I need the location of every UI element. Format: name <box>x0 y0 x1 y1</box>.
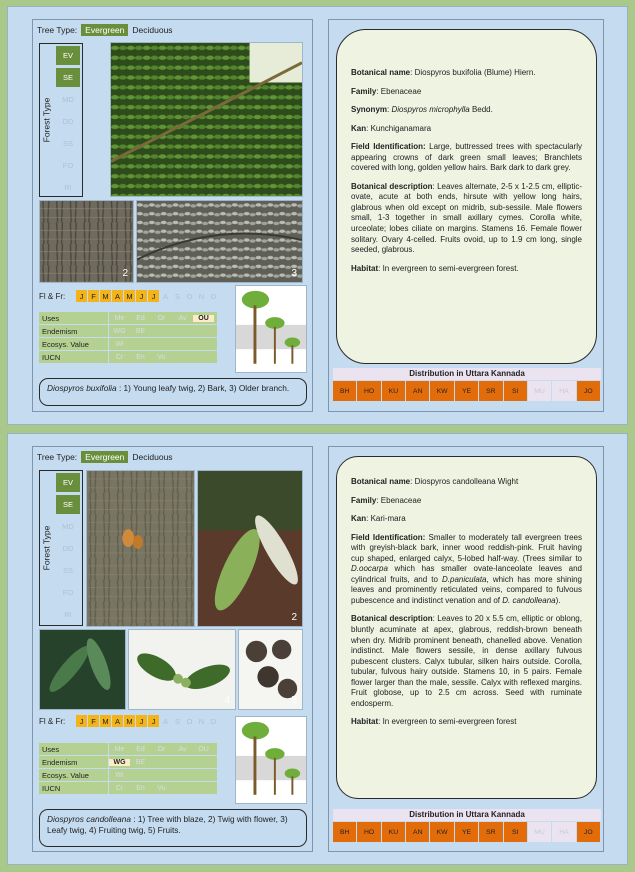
distribution-cell: HA <box>552 822 575 842</box>
description-paragraph <box>351 142 582 174</box>
attribute-value: Me <box>114 745 125 753</box>
attribute-value: Me <box>114 314 125 322</box>
description-run: , which has more shining leaves and prominently reticulated veins, compared to fulvous pubescence and indistinct venation and of <box>351 574 582 605</box>
description-run: : Ebenaceae <box>376 495 422 505</box>
distribution-cell: HO <box>357 381 380 401</box>
attribute-value: Wi <box>115 771 124 779</box>
attribute-key: IUCN <box>39 351 108 363</box>
flfr-label: Fl & Fr: <box>39 716 66 726</box>
distribution-row <box>333 381 601 401</box>
description-run: Smaller to moderately tall evergreen trees with greyish-black bark, inner wood reddish-pink. Fruit having cup shaped, enlarged calyx, 5-lobed half-way. (Trees similar to <box>351 532 582 563</box>
image-number: 5 <box>291 695 297 706</box>
attribute-row <box>39 769 217 781</box>
description-paragraph <box>351 87 582 98</box>
forest-type-cell: RI <box>64 183 72 192</box>
distribution <box>333 809 601 842</box>
distribution-cell: KW <box>430 381 453 401</box>
flfr-label: Fl & Fr: <box>39 291 66 301</box>
month-cell: N <box>198 291 205 301</box>
distribution-cell: KW <box>430 822 453 842</box>
month-cell: D <box>210 291 217 301</box>
attribute-values <box>109 782 217 794</box>
attribute-values <box>109 769 217 781</box>
month-cell: F <box>88 290 99 302</box>
distribution-cell: BH <box>333 381 356 401</box>
description-run: Habitat <box>351 717 379 727</box>
attribute-key: Endemism <box>39 325 108 337</box>
caption-text: : 1) Tree with blaze, 2) Twig with flower, 3) Leafy twig, 4) Fruiting twig, 5) Fruits. <box>47 814 288 836</box>
month-cell: J <box>148 715 159 727</box>
attribute-value: Ed <box>136 745 145 753</box>
left-panel <box>32 446 313 852</box>
species-card-2 <box>7 433 628 865</box>
description-paragraph <box>351 182 582 256</box>
image-number: 2 <box>291 612 297 623</box>
forest-type-cell: MD <box>62 95 74 104</box>
distribution-title: Distribution in Uttara Kannada <box>333 368 601 380</box>
distribution <box>333 368 601 401</box>
description-run: Kan <box>351 123 367 133</box>
month-cell: A <box>162 716 168 726</box>
forest-type-cell: SE <box>56 68 80 87</box>
flowering-fruiting-row <box>39 290 220 302</box>
description-run: Diospyros microphylla <box>391 105 470 115</box>
distribution-cell: YE <box>455 822 478 842</box>
attribute-value: OU <box>198 745 209 753</box>
photo-older-branch <box>136 200 303 283</box>
attribute-values <box>109 351 217 363</box>
description-paragraph <box>351 514 582 525</box>
attribute-value: Av <box>178 314 187 322</box>
description-run: which has smaller ovate-lanceolate leaves and cylindrical fruits, and to <box>351 564 582 584</box>
forest-type-cell: DD <box>62 117 74 126</box>
description-run: : In evergreen to semi-evergreen forest <box>378 717 517 727</box>
description-paragraph <box>351 717 582 728</box>
month-cell: A <box>112 715 123 727</box>
description-run: D.oocarpa <box>351 564 388 574</box>
description-paragraph <box>351 68 582 79</box>
distribution-title: Distribution in Uttara Kannada <box>333 809 601 821</box>
attribute-values <box>109 743 217 755</box>
distribution-cell: BH <box>333 822 356 842</box>
month-cell: M <box>124 290 135 302</box>
attribute-value: En <box>136 784 145 792</box>
attribute-value: OU <box>193 315 214 322</box>
tree-type-label: Tree Type: <box>37 452 78 462</box>
description-run: : Leaves to 20 x 5.5 cm, elliptic or oblong, bluntly acuminate at apex, glabrous, reddish-brown beneath when dry. Midrib prominent beneath, chanelled above. Venation indistinct. Male flowers sessile, in dense axillary fulvous pubescent clusters. Calyx tubular, silken hairs outside. Corolla, tubular, fulvous hairy outside. Stamens 10, in 5 pairs. Female flower larger than the male, sessile. Calyx with reflexed margins. Fruit globose, up to 2.5 cm across. Seed with ruminate endosperm. <box>351 614 582 708</box>
month-cell: A <box>112 290 123 302</box>
description-run: : Ebenaceae <box>376 86 422 96</box>
month-cell: O <box>186 716 193 726</box>
description-run: : Kunchiganamara <box>366 123 432 133</box>
attribute-value: Av <box>178 745 187 753</box>
attribute-value: Or <box>157 745 166 753</box>
description-run: Family <box>351 495 377 505</box>
attribute-value: WG <box>113 327 126 335</box>
month-cell: M <box>100 715 111 727</box>
forest-type-box <box>39 43 83 197</box>
month-cell: J <box>136 290 147 302</box>
attribute-row <box>39 338 217 350</box>
description-run: Habitat <box>351 263 379 273</box>
tree-type-label: Tree Type: <box>37 25 78 35</box>
distribution-cell: JO <box>577 822 600 842</box>
description-run: Botanical description <box>351 614 433 624</box>
description-paragraph <box>351 124 582 135</box>
description-paragraph <box>351 264 582 275</box>
right-panel <box>328 19 604 412</box>
tree-size-icon <box>235 716 307 804</box>
description-paragraph <box>351 105 582 116</box>
photo-caption <box>39 809 307 847</box>
month-cell: J <box>76 715 87 727</box>
description-run: : Diospyros candolleana Wight <box>410 477 519 486</box>
month-cell: O <box>186 291 193 301</box>
description-run: Botanical description <box>351 181 433 191</box>
attribute-value: Vu <box>157 784 166 792</box>
distribution-row <box>333 822 601 842</box>
distribution-cell: JO <box>577 381 600 401</box>
photo-fruits <box>238 629 303 710</box>
distribution-cell: HO <box>357 822 380 842</box>
description-run: Family <box>351 86 377 96</box>
distribution-cell: MU <box>528 822 551 842</box>
attribute-value: WG <box>109 759 130 766</box>
attribute-key: Uses <box>39 312 108 324</box>
distribution-cell: SI <box>504 381 527 401</box>
attribute-value: BE <box>135 327 146 335</box>
attribute-values <box>109 756 217 768</box>
attribute-value: Cr <box>115 353 124 361</box>
forest-type-cell: EV <box>56 473 80 492</box>
distribution-cell: SR <box>479 381 502 401</box>
description-run: : <box>387 105 392 115</box>
months <box>76 715 220 727</box>
month-cell: N <box>198 716 205 726</box>
tree-type-selected: Evergreen <box>81 451 128 463</box>
attribute-value: Cr <box>115 784 124 792</box>
description-run: ). <box>555 595 561 605</box>
month-cell: A <box>162 291 168 301</box>
distribution-cell: AN <box>406 381 429 401</box>
photo-leafy-twig <box>39 629 126 710</box>
forest-type-cell: MD <box>62 522 74 531</box>
description-paragraph <box>351 477 582 488</box>
attribute-key: Uses <box>39 743 108 755</box>
attribute-values <box>109 312 217 324</box>
attribute-value: Vu <box>157 353 166 361</box>
forest-type-label: Forest Type <box>41 97 52 143</box>
forest-type-cell: EV <box>56 46 80 65</box>
month-cell: J <box>136 715 147 727</box>
caption-species: Diospyros candolleana <box>47 814 131 824</box>
description-run: Field Identification: <box>351 532 426 542</box>
forest-type-cell: DD <box>62 544 74 553</box>
month-cell: D <box>210 716 217 726</box>
description-run: Botanical name <box>351 68 411 77</box>
attribute-row <box>39 312 217 324</box>
forest-type-cell: FO <box>62 588 74 597</box>
attribute-value: Wi <box>115 340 124 348</box>
description-run: D.paniculata <box>442 574 487 584</box>
description-run: : Diospyros buxifolia (Blume) Hiern. <box>410 68 536 77</box>
tree-type-other: Deciduous <box>132 25 173 35</box>
forest-type-cell: SE <box>56 495 80 514</box>
species-card-1 <box>7 6 628 425</box>
month-cell: S <box>174 716 180 726</box>
attribute-value: En <box>136 353 145 361</box>
distribution-cell: SI <box>504 822 527 842</box>
month-cell: F <box>88 715 99 727</box>
attribute-key: Ecosys. Value <box>39 769 108 781</box>
description-paragraph <box>351 533 582 607</box>
tree-type <box>37 24 173 36</box>
description-box <box>336 456 597 799</box>
attribute-row <box>39 756 217 768</box>
month-cell: J <box>76 290 87 302</box>
caption-species: Diospyros buxifolia <box>47 383 117 393</box>
forest-type-label: Forest Type <box>41 525 52 571</box>
image-number: 2 <box>122 268 128 279</box>
distribution-cell: SR <box>479 822 502 842</box>
photo-twig-flower <box>197 470 303 627</box>
description-paragraph <box>351 496 582 507</box>
forest-type-cell: SS <box>62 566 73 575</box>
distribution-cell: KU <box>382 381 405 401</box>
attribute-value: Or <box>157 314 166 322</box>
tree-size-icon <box>235 285 307 373</box>
month-cell: M <box>100 290 111 302</box>
attribute-values <box>109 338 217 350</box>
description-run: : Leaves alternate, 2-5 x 1-2.5 cm, elliptic-ovate, acute at both ends, hirsute with yellow long hairs, glabrous when old except on midrib, sub-sessile. Male flowers small, 1-3 together in small axillary cymes. Corolla white, urceolate; lobes ciliate on margins. Stamens 16. Female flower solitary. Ovary 4-celled. Fruits ovoid, up to 1.9 cm long, single seeded, glabrous. <box>351 181 582 255</box>
attribute-table <box>39 743 217 795</box>
distribution-cell: MU <box>528 381 551 401</box>
distribution-cell: HA <box>552 381 575 401</box>
description-box <box>336 29 597 364</box>
tree-type <box>37 451 173 463</box>
description-run: D. candolleana <box>502 595 556 605</box>
forest-type-cell: FO <box>62 161 74 170</box>
photo-fruiting-twig <box>128 629 236 710</box>
attribute-row <box>39 782 217 794</box>
tree-type-selected: Evergreen <box>81 24 128 36</box>
attribute-table <box>39 312 217 364</box>
image-number: 3 <box>291 268 297 279</box>
attribute-values <box>109 325 217 337</box>
distribution-cell: YE <box>455 381 478 401</box>
attribute-row <box>39 351 217 363</box>
month-cell: S <box>174 291 180 301</box>
tree-type-other: Deciduous <box>132 452 173 462</box>
left-panel <box>32 19 313 412</box>
photo-leafy-twig <box>110 42 303 197</box>
forest-type-cell: SS <box>62 139 73 148</box>
description-run: Synonym <box>351 105 388 115</box>
flowering-fruiting-row <box>39 715 220 727</box>
attribute-key: IUCN <box>39 782 108 794</box>
attribute-row <box>39 743 217 755</box>
description-run: : In evergreen to semi-evergreen forest. <box>378 263 519 273</box>
description-run: Bedd. <box>469 105 493 115</box>
distribution-cell: AN <box>406 822 429 842</box>
description-run: Kan <box>351 514 367 524</box>
forest-type-box <box>39 470 83 626</box>
description-run: : Kari-mara <box>366 514 406 524</box>
attribute-value: BE <box>135 758 146 766</box>
image-number: 4 <box>224 695 230 706</box>
forest-type-cell: RI <box>64 610 72 619</box>
distribution-cell: KU <box>382 822 405 842</box>
caption-text: : 1) Young leafy twig, 2) Bark, 3) Older branch. <box>116 383 290 393</box>
attribute-value: Ed <box>136 314 145 322</box>
description-run: Field Identification: <box>351 142 426 152</box>
description-paragraph <box>351 614 582 709</box>
months <box>76 290 220 302</box>
attribute-key: Ecosys. Value <box>39 338 108 350</box>
month-cell: M <box>124 715 135 727</box>
description-run: Botanical name <box>351 477 411 486</box>
photo-tree-blaze <box>86 470 195 627</box>
month-cell: J <box>148 290 159 302</box>
attribute-row <box>39 325 217 337</box>
attribute-key: Endemism <box>39 756 108 768</box>
right-panel <box>328 446 604 852</box>
description-run: Large, buttressed trees with spectacularly appearing crowns of dark green small leaves; Branchlets covered with long, golden yellow hairs. Bark dark to dark grey. <box>351 142 582 173</box>
photo-bark <box>39 200 134 283</box>
photo-caption <box>39 378 307 406</box>
